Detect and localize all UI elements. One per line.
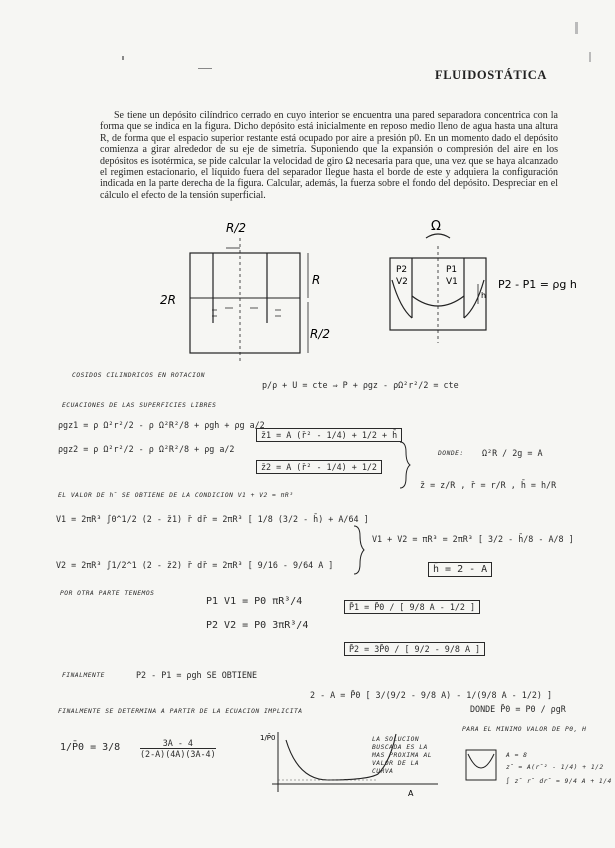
side-eq-2: z̄ = A(r̄² - 1/4) + 1/2	[506, 764, 604, 771]
label-v1: V1	[446, 277, 458, 287]
eq-v1: V1 = 2πR³ ∫0^1/2 (2 - z̄1) r̄ dr̄ = 2πR³ [ 1/8 (3/2 - h̄) + A/64 ]	[56, 514, 369, 524]
chapter-title: FLUIDOSTÁTICA	[435, 68, 547, 82]
fraction-numerator: 3A - 4	[140, 738, 216, 749]
label-v2: V2	[396, 277, 408, 287]
dimensionless-vars: z̄ = z/R , r̄ = r/R , h̄ = h/R	[420, 480, 557, 490]
label-p1: P1	[446, 265, 458, 275]
note-volume-condition: EL VALOR DE h̄ SE OBTIENE DE LA CONDICION V1 + V2 = πR³	[58, 492, 294, 499]
label-h: h	[481, 291, 487, 300]
eq-isothermal-1: P1 V1 = P0 πR³/4	[206, 596, 303, 607]
side-sketch-tank	[466, 750, 496, 780]
result-h	[428, 562, 492, 577]
note-other-part: POR OTRA PARTE TENEMOS	[60, 590, 155, 597]
scan-speck	[589, 52, 591, 62]
outer-tank	[190, 253, 300, 353]
side-note: PARA EL MINIMO VALOR DE P0, H	[462, 726, 587, 733]
result-p2	[344, 642, 485, 656]
brace-path	[354, 526, 364, 574]
boxed-z1: z̄1 = A (r̄² - 1/4) + 1/2 + h̄	[256, 428, 402, 442]
boxed-h: h̄ = 2 - A	[428, 562, 492, 577]
brace-right-2	[352, 524, 366, 576]
rotation-arrow	[426, 234, 450, 238]
label-bottom-r2: R/2	[310, 327, 331, 341]
eq-bernoulli: p/ρ + U = cte ⇒ P + ρgz - ρΩ²r²/2 = cte	[262, 380, 459, 390]
note-rotating-cylinders: COSIDOS CILINDRICOS EN ROTACION	[72, 372, 206, 379]
def-a: Ω²R / 2g = A	[482, 448, 543, 458]
eq-surface-1: ρgz1 = ρ Ω²r²/2 - ρ Ω²R²/8 + ρgh + ρg a/2	[58, 420, 265, 430]
brace-right-1	[398, 440, 412, 490]
label-r: R	[312, 273, 321, 287]
label-2r: 2R	[160, 293, 176, 307]
boxed-p2: P̄2 = 3P̄0 / [ 9/2 - 9/8 A ]	[344, 642, 485, 656]
scan-speck	[198, 68, 212, 69]
side-sketch	[464, 748, 498, 782]
graph-x-label: A	[408, 789, 414, 798]
tank-rotating	[390, 234, 486, 343]
eq-volume-sum: V1 + V2 = πR³ = 2πR³ [ 3/2 - h̄/8 - A/8 ]	[372, 534, 574, 544]
eq-implicit-fraction	[140, 738, 216, 759]
def-p0: DONDE P̄0 = P0 / ρgR	[470, 704, 566, 714]
scan-speck	[575, 22, 578, 34]
result-z1	[256, 428, 402, 442]
eq-pressure-difference: P2 - P1 = ρgh SE OBTIENE	[136, 670, 258, 680]
graph-note: LA SOLUCION BUSCADA ES LA MAS PROXIMA AL VALOR DE LA CURVA	[372, 736, 433, 775]
note-finally: FINALMENTE	[62, 672, 105, 679]
eq-surface-2: ρgz2 = ρ Ω²r²/2 - ρ Ω²R²/8 + ρg a/2	[58, 444, 235, 454]
brace-path	[400, 442, 410, 488]
result-z2	[256, 460, 382, 474]
boxed-z2: z̄2 = A (r̄² - 1/4) + 1/2	[256, 460, 382, 474]
eq-implicit-left: 1/P̄0 = 3/8	[60, 742, 121, 753]
pressure-relation: P2 - P1 = ρg h	[498, 278, 577, 291]
note-free-surfaces: ECUACIONES DE LAS SUPERFICIES LIBRES	[62, 402, 217, 409]
boxed-p1: P̄1 = P̄0 / [ 9/8 A - 1/2 ]	[344, 600, 480, 614]
tank-figure	[150, 218, 577, 378]
graph-y-label: 1/P̄0	[260, 734, 276, 742]
problem-text: Se tiene un depósito cilíndrico cerrado en cuyo interior se encuentra una pared separadora concentrica con la forma que se indica en la figura. Dicho depósito está inicialmente en reposo medio lleno de agua hasta una altura R, de forma que el espacio superior restante está ocupado por aire a presión p0. En un momento dado el depósito comienza a girar alrededor de su eje de simetría. Suponiendo que la expansión o compresión del aire en los depósitos es isotérmica, se pide calcular la velocidad de giro Ω necesaria para que, una vez que se haya alcanzado el regimen estacionario, el líquido fuera del separador llegue hasta el borde de este y adquiera la configuración indicada en la parte derecha de la figura. Calcular, además, la fuerza sobre el fondo del depósito. Despreciar en el cálculo el efecto de la tensión superficial.	[100, 110, 558, 201]
label-p2: P2	[396, 265, 408, 275]
fraction-denominator: (2-A)(4A)(3A-4)	[140, 749, 216, 759]
label-half-radius: R/2	[226, 221, 247, 235]
scan-speck	[122, 56, 124, 60]
eq-final-relation: 2 - A = P̄0 [ 3/(9/2 - 9/8 A) - 1/(9/8 A - 1/2) ]	[310, 690, 553, 700]
result-p1	[344, 600, 480, 614]
eq-isothermal-2: P2 V2 = P0 3πR³/4	[206, 620, 309, 631]
label-omega: Ω	[431, 219, 441, 234]
problem-statement	[100, 110, 558, 201]
side-eq-3: ∫ z̄ r̄ dr̄ = 9/4 A + 1/4	[506, 778, 612, 785]
side-eq-1: A = 8	[506, 752, 528, 759]
label-donde: DONDE:	[438, 450, 464, 457]
water-hatch	[212, 308, 281, 316]
side-sketch-surface	[468, 754, 494, 768]
note-implicit-equation: FINALMENTE SE DETERMINA A PARTIR DE LA ECUACION IMPLICITA	[58, 708, 303, 715]
tank-at-rest	[190, 238, 308, 363]
eq-v2: V2 = 2πR³ ∫1/2^1 (2 - z̄2) r̄ dr̄ = 2πR³ [ 9/16 - 9/64 A ]	[56, 560, 334, 570]
